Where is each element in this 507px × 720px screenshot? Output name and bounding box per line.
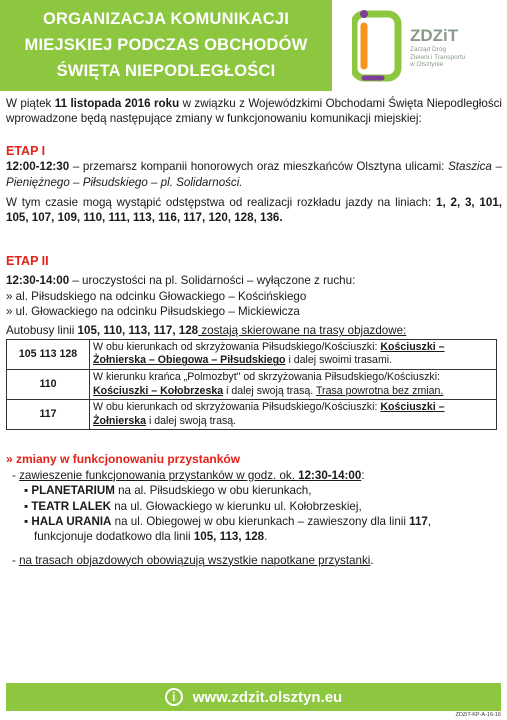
logo-subtitle: Zarząd Dróg Zieleni i Transportu w Olsztynie (410, 46, 466, 68)
stop-item-teatr-lalek: ▪ TEATR LALEK na ul. Głowackiego w kierunku ul. Kołobrzeskiej, (24, 499, 362, 513)
etap1-deviation: W tym czasie mogą wystąpić odstępstwa od realizacji rozkładu jazdy na liniach: 1, 2, 3, 101, 105, 107, 109, 110, 111, 113, 116, 117, 120, 128, 136. (6, 196, 502, 225)
etap1-title: ETAP I (6, 143, 46, 158)
table-row (7, 400, 497, 430)
closure-item: » ul. Głowackiego na odcinku Piłsudskiego – Mickiewicza (6, 305, 300, 319)
detour-lines: 110 (7, 370, 90, 400)
title-line-2: MIEJSKIEJ PODCZAS OBCHODÓW (24, 36, 308, 54)
stops-title: » zmiany w funkcjonowaniu przystanków (6, 452, 241, 467)
stop-item-planetarium: ▪ PLANETARIUM na al. Piłsudskiego w obu kierunkach, (24, 484, 312, 498)
stop-item-hala-urania: ▪ HALA URANIA na ul. Obiegowej w obu kierunkach – zawieszony dla linii 117, funkcjonuje dodatkowo dla linii 105, 113, 128. (24, 515, 432, 544)
detour-lines: 105 113 128 (7, 339, 90, 369)
etap1-description: 12:00-12:30 – przemarsz kompanii honorowych oraz mieszkańców Olsztyna ulicami: Staszica – Pieniężnego – Piłsudskiego – pl. Solidarności. (6, 160, 502, 189)
detour-route: W kierunku krańca „Polmozbyt" od skrzyżowania Piłsudskiego/Kościuszki: Kościuszki – Kołobrzeska i dalej swoją trasą. Trasa powrotna bez zmian. (90, 370, 497, 400)
table-row (7, 339, 497, 369)
footer-url[interactable]: www.zdzit.olsztyn.eu (192, 688, 343, 706)
logo-name: ZDZiT (410, 26, 459, 45)
detour-route: W obu kierunkach od skrzyżowania Piłsudskiego/Kościuszki: Kościuszki – Żołnierska i dalej swoją trasą. (90, 400, 497, 430)
detour-lines: 117 (7, 400, 90, 430)
info-icon: i (165, 688, 183, 706)
title-line-1: ORGANIZACJA KOMUNIKACJI (43, 10, 289, 28)
table-row (7, 370, 497, 400)
stops-rule: - na trasach objazdowych obowiązują wszystkie napotkane przystanki. (12, 553, 374, 567)
title-banner (0, 0, 332, 91)
detour-route: W obu kierunkach od skrzyżowania Piłsudskiego/Kościuszki: Kościuszki – Żołnierska – Obiegowa – Piłsudskiego i dalej swoimi trasami. (90, 339, 497, 369)
etap2-description: 12:30-14:00 – uroczystości na pl. Solidarności – wyłączone z ruchu: (6, 274, 356, 288)
intro-paragraph: W piątek 11 listopada 2016 roku w związku z Wojewódzkimi Obchodami Święta Niepodległości wprowadzone będą następujące zmiany w funkcjonowaniu komunikacji miejskiej: (6, 97, 502, 126)
document-code: ZDZiT-KP-A-16-16 (455, 712, 501, 718)
header (0, 0, 507, 91)
document-body (6, 96, 502, 568)
stops-suspension: - zawieszenie funkcjonowania przystanków w godz. ok. 12:30-14:00: (12, 468, 365, 482)
title-line-3: ŚWIĘTA NIEPODLEGŁOŚCI (56, 62, 276, 80)
footer-banner (6, 683, 501, 711)
etap2-title: ETAP II (6, 253, 49, 268)
closure-item: » al. Piłsudskiego na odcinku Głowackiego – Kościńskiego (6, 289, 307, 303)
detour-table (6, 339, 497, 431)
detour-intro: Autobusy linii 105, 110, 113, 117, 128 zostają skierowane na trasy objazdowe: (6, 324, 407, 338)
